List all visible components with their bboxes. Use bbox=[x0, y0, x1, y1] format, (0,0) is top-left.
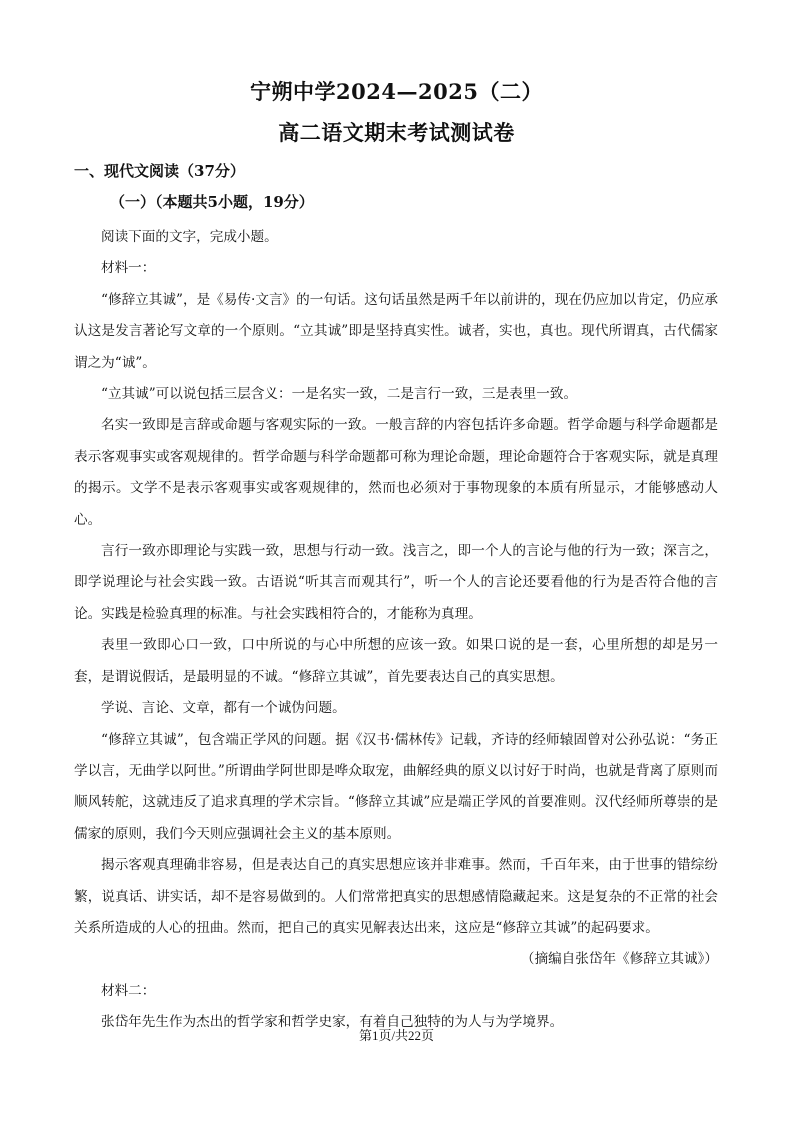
paragraph: 名实一致即是言辞或命题与客观实际的一致。一般言辞的内容包括许多命题。哲学命题与科学命题都是表示客观事实或客观规律的。哲学命题与科学命题都可称为理论命题，理论命题符合于客观实际，就是真理的揭示。文学不是表示客观事实或客观规律的，然而也必须对于事物现象的本质有所显示，才能够感动人心。 bbox=[74, 417, 718, 528]
paragraph: 张岱年先生作为杰出的哲学家和哲学史家，有着自己独特的为人与为学境界。 bbox=[101, 1014, 564, 1031]
paragraph: 学说、言论、文章，都有一个诚伪问题。 bbox=[101, 700, 346, 717]
section-heading: 一、现代文阅读（37分） bbox=[74, 162, 245, 180]
paragraph: “修辞立其诚”，包含端正学风的问题。据《汉书·儒林传》记载，齐诗的经师辕固曾对公孙弘说：“务正学以言，无曲学以阿世。”所谓曲学阿世即是哗众取宠，曲解经典的原义以讨好于时尚，也就是背离了原则而顺风转舵，这就违反了追求真理的学术宗旨。“修辞立其诚”应是端正学风的首要准则。汉代经师所尊崇的是儒家的原则，我们今天则应强调社会主义的基本原则。 bbox=[74, 731, 718, 842]
paragraph: “修辞立其诚”，是《易传·文言》的一句话。这句话虽然是两千年以前讲的，现在仍应加以肯定，仍应承认这是发言著论写文章的一个原则。“立其诚”即是坚持真实性。诚者，实也，真也。现代所谓真，古代儒家谓之为“诚”。 bbox=[74, 291, 718, 371]
instruction-text: 阅读下面的文字，完成小题。 bbox=[101, 229, 278, 245]
material2-label: 材料二： bbox=[101, 982, 156, 999]
source-citation: （摘编自张岱年《修辞立其诚》） bbox=[520, 951, 718, 968]
paragraph: 表里一致即心口一致，口中所说的与心中所想的应该一致。如果口说的是一套，心里所想的却是另一套，是谓说假话，是最明显的不诚。“修辞立其诚”，首先要表达自己的真实思想。 bbox=[74, 637, 718, 685]
paragraph: “立其诚”可以说包括三层含义：一是名实一致，二是言行一致，三是表里一致。 bbox=[101, 386, 578, 403]
reading-text bbox=[74, 222, 718, 1039]
paragraph: 言行一致亦即理论与实践一致，思想与行动一致。浅言之，即一个人的言论与他的行为一致；深言之，即学说理论与社会实践一致。古语说“听其言而观其行”，听一个人的言论还要看他的行为是否符合他的言论。实践是检验真理的标准。与社会实践相符合的，才能称为真理。 bbox=[74, 543, 718, 622]
subsection-heading: （一）（本题共5小题，19分） bbox=[110, 193, 314, 211]
material1-label: 材料一： bbox=[101, 260, 156, 277]
paragraph: 揭示客观真理确非容易，但是表达自己的真实思想应该并非难事。然而，千百年来，由于世事的错综纷繁，说真话、讲实话，却不是容易做到的。人们常常把真实的思想感情隐藏起来。这是复杂的不正常的社会关系所造成的人心的扭曲。然而，把自己的真实见解表达出来，这应是“修辞立其诚”的起码要求。 bbox=[74, 857, 718, 936]
exam-school-title: 宁朔中学2024—2025（二） bbox=[250, 79, 543, 104]
exam-title: 高二语文期末考试测试卷 bbox=[278, 120, 515, 145]
page-number: 第1页/共22页 bbox=[358, 1028, 435, 1043]
